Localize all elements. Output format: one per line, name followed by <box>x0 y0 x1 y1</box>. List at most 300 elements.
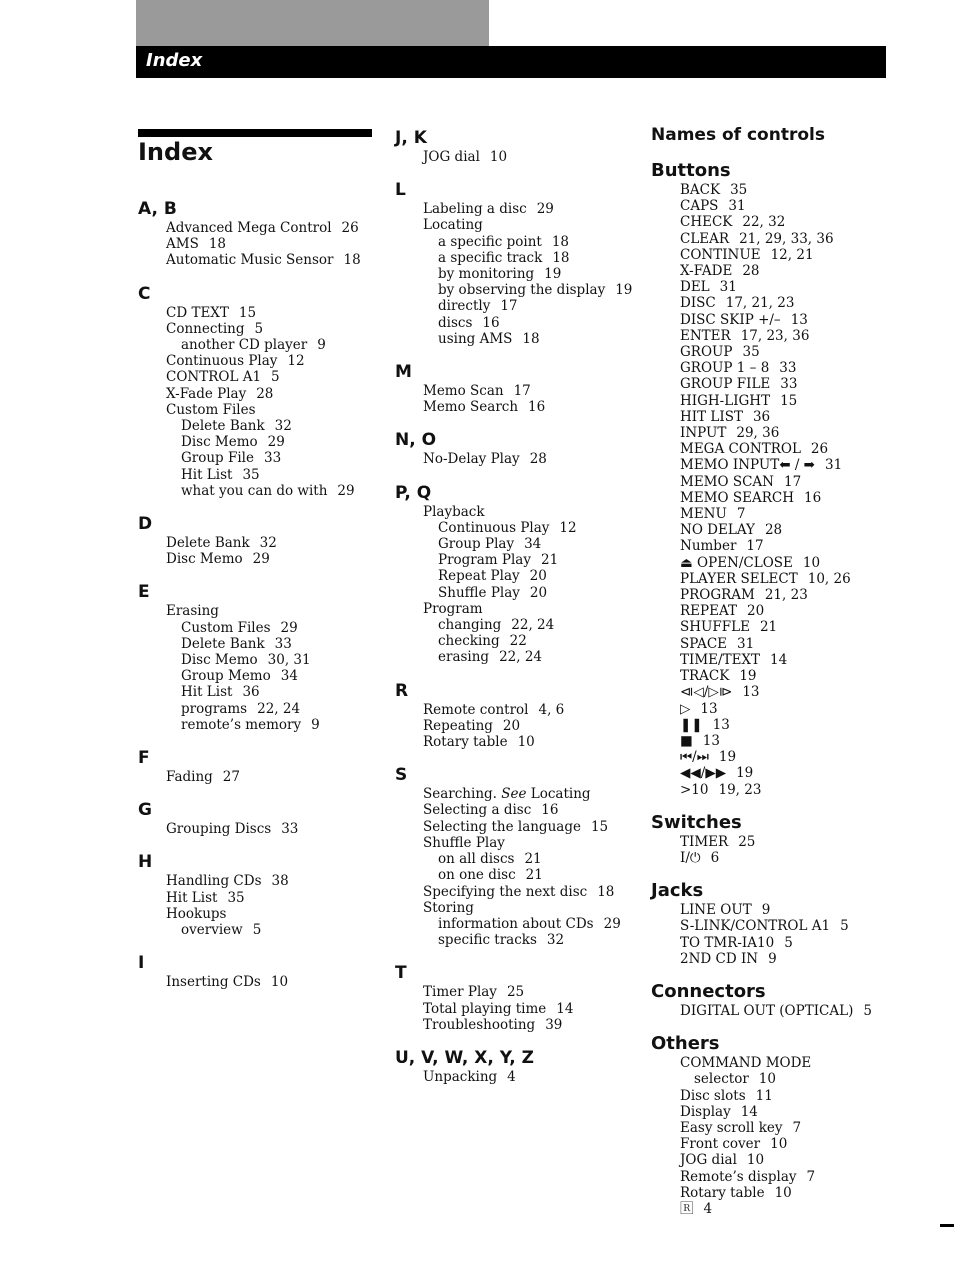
index-entry <box>651 1071 891 1087</box>
index-entry <box>395 718 635 734</box>
index-entry <box>395 568 635 584</box>
entry-term: Continuous Play <box>438 519 550 536</box>
section-heading: Switches <box>651 811 742 833</box>
entry-page: 18 <box>597 883 615 900</box>
entry-term: Erasing <box>166 603 219 620</box>
entry-page: 12 <box>559 519 577 536</box>
entry-page: 33 <box>274 635 292 652</box>
index-entry <box>138 220 378 236</box>
entry-page: 22 <box>509 633 527 650</box>
index-entry <box>138 668 378 684</box>
section-heading: E <box>138 582 150 603</box>
entry-term: Shuffle Play <box>423 834 505 851</box>
entry-page: 29 <box>252 551 270 568</box>
entry-page: 13 <box>700 700 718 717</box>
section-heading: J, K <box>395 128 427 148</box>
index-entry <box>651 918 891 934</box>
entry-term: Fading <box>166 769 213 786</box>
section-heading: Buttons <box>651 160 731 181</box>
entry-page: 19 <box>739 668 757 685</box>
index-entry <box>651 393 891 409</box>
index-entry <box>138 386 378 402</box>
entry-page: 20 <box>529 584 548 601</box>
entry-page: 34 <box>280 668 298 685</box>
entry-term: GROUP FILE <box>680 376 771 393</box>
index-entry <box>651 425 891 441</box>
index-entry <box>651 376 891 392</box>
index-entry <box>651 198 891 214</box>
index-entry <box>138 551 378 567</box>
entry-term: information about CDs <box>438 915 594 932</box>
index-entry <box>395 201 635 217</box>
entry-page: 6 <box>710 849 720 866</box>
entry-page: 16 <box>541 802 559 819</box>
page-title: Index <box>138 138 213 166</box>
entry-page: 10 <box>270 974 289 991</box>
entry-term: Memo Search <box>423 399 519 416</box>
entry-page: 28 <box>529 451 547 468</box>
index-entry <box>395 900 635 916</box>
index-entry <box>395 217 635 233</box>
entry-page: 22, 32 <box>742 214 786 231</box>
entry-page: 13 <box>790 311 808 328</box>
entry-term: GROUP 1 – 8 <box>680 360 770 377</box>
entry-term: Number <box>680 538 737 555</box>
index-entry <box>395 617 635 633</box>
entry-page: 33 <box>779 360 797 377</box>
entry-page: 19 <box>718 749 737 766</box>
entry-page: 28 <box>764 522 783 539</box>
entry-page: 25 <box>506 984 525 1001</box>
index-entry <box>651 409 891 425</box>
entry-term: Remote’s display <box>680 1168 797 1185</box>
index-entry <box>651 668 891 684</box>
entry-page: 33 <box>281 821 299 838</box>
entry-term: CLEAR <box>680 230 730 247</box>
entry-page: 22, 24 <box>499 649 543 666</box>
entry-term: remote’s memory <box>181 716 302 733</box>
index-section <box>138 952 378 990</box>
entry-page: 13 <box>702 732 720 749</box>
index-entry <box>651 1169 891 1185</box>
entry-page: 31 <box>719 279 737 296</box>
index-section <box>395 429 635 467</box>
entry-page: 27 <box>222 769 240 786</box>
index-entry <box>138 369 378 385</box>
entry-term: Troubleshooting <box>423 1016 536 1033</box>
entry-term: discs <box>438 314 473 331</box>
entry-term: JOG dial <box>680 1152 737 1169</box>
entry-page: 14 <box>740 1103 758 1120</box>
section-heading: T <box>395 963 407 984</box>
entry-page: 10 <box>489 149 508 165</box>
entry-page: 10 <box>517 734 535 751</box>
entry-page: 5 <box>254 320 264 337</box>
entry-page: 20 <box>746 603 765 620</box>
index-entry <box>651 279 891 295</box>
entry-page: 5 <box>784 934 793 951</box>
index-entry <box>651 782 891 798</box>
index-entry <box>395 835 635 851</box>
entry-page: 22, 24 <box>511 617 555 634</box>
entry-term: Group Memo <box>181 668 271 685</box>
entry-term: programs <box>181 700 248 717</box>
entry-term: using AMS <box>438 330 513 347</box>
entry-page: 10 <box>770 1136 788 1153</box>
index-entry <box>651 522 891 538</box>
entry-term: Disc slots <box>680 1087 746 1104</box>
entry-term: CD TEXT <box>166 304 229 321</box>
entry-term: Delete Bank <box>166 535 250 552</box>
entry-page: 18 <box>343 252 361 269</box>
entry-page: 19 <box>544 266 562 283</box>
entry-see: See <box>501 786 527 803</box>
entry-term: TRACK <box>680 668 730 685</box>
entry-page: 14 <box>770 651 788 668</box>
index-section <box>395 361 635 415</box>
entry-term: NO DELAY <box>680 522 755 539</box>
entry-page: 5 <box>863 1002 872 1019</box>
entry-term: DISC SKIP +/– <box>680 311 781 328</box>
index-entry <box>138 603 378 619</box>
index-entry <box>138 337 378 353</box>
index-entry <box>651 701 891 717</box>
index-entry <box>395 1069 635 1085</box>
entry-page: 14 <box>556 1000 574 1017</box>
section-heading: F <box>138 748 150 769</box>
index-entry <box>395 633 635 649</box>
entry-page: 17, 23, 36 <box>740 327 810 344</box>
entry-term: MEMO SEARCH <box>680 489 794 506</box>
index-section <box>395 680 635 751</box>
entry-term: on all discs <box>438 851 515 868</box>
entry-page: 12 <box>287 353 305 370</box>
entry-term: ⏮/⏭ <box>680 749 709 766</box>
entry-term: CHECK <box>680 214 733 231</box>
entry-page: 20 <box>529 568 547 585</box>
section-heading: Jacks <box>651 880 704 902</box>
entry-page: 20 <box>502 717 521 734</box>
entry-term: Selecting a disc <box>423 802 532 819</box>
entry-page: 17 <box>513 383 531 400</box>
entry-page: 7 <box>792 1119 802 1136</box>
index-entry <box>651 684 891 700</box>
entry-page: 21 <box>759 619 778 636</box>
entry-term: Playback <box>423 503 485 520</box>
index-entry <box>651 1055 891 1071</box>
index-entry <box>138 620 378 636</box>
section-heading: L <box>395 180 406 201</box>
entry-term: AMS <box>166 236 199 253</box>
index-entry <box>395 451 635 467</box>
entry-term: Total playing time <box>423 1000 547 1017</box>
entry-page: 16 <box>482 314 500 331</box>
section-heading: N, O <box>395 430 437 451</box>
index-entry <box>651 1152 891 1168</box>
index-entry <box>651 555 891 571</box>
entry-term: MEGA CONTROL <box>680 441 801 458</box>
entry-term: Hit List <box>181 684 233 701</box>
entry-term: Advanced Mega Control <box>166 220 332 236</box>
entry-term: Group File <box>181 450 254 467</box>
entry-page: 17 <box>746 538 764 555</box>
entry-term: Front cover <box>680 1136 761 1153</box>
index-entry <box>138 890 378 906</box>
entry-page: 39 <box>545 1016 563 1033</box>
index-section <box>395 127 635 165</box>
entry-term: HIT LIST <box>680 408 743 425</box>
index-entry <box>138 906 378 922</box>
entry-term: JOG dial <box>423 149 480 165</box>
entry-page: 4 <box>703 1200 713 1217</box>
entry-page: 34 <box>524 536 542 553</box>
index-entry <box>651 571 891 587</box>
entry-page: 10 <box>802 554 821 571</box>
index-section <box>395 764 635 948</box>
entry-page: 5 <box>840 918 849 935</box>
entry-term: COMMAND MODE <box>680 1055 812 1072</box>
entry-term: changing <box>438 617 502 634</box>
index-entry <box>395 585 635 601</box>
index-entry <box>138 236 378 252</box>
entry-page: 32 <box>274 418 292 435</box>
index-section <box>395 482 635 666</box>
index-entry <box>138 467 378 483</box>
index-column-1 <box>138 198 378 1005</box>
index-section <box>138 747 378 785</box>
entry-term: Hit List <box>166 889 218 906</box>
entry-page: 19, 23 <box>718 781 762 798</box>
entry-term: Disc Memo <box>166 551 243 568</box>
index-entry <box>395 819 635 835</box>
index-section <box>395 1047 635 1085</box>
index-section <box>395 962 635 1033</box>
index-entry <box>651 603 891 619</box>
entry-see-target: Locating <box>530 786 591 803</box>
index-entry <box>395 504 635 520</box>
entry-page: 29 <box>267 434 285 451</box>
index-entry <box>651 457 891 473</box>
index-entry <box>395 1001 635 1017</box>
entry-page: 10 <box>774 1184 792 1201</box>
entry-page: 13 <box>712 716 730 733</box>
entry-term: DISC <box>680 295 716 312</box>
index-entry <box>395 802 635 818</box>
entry-term: REPEAT <box>680 603 737 620</box>
entry-term: Searching. <box>423 786 497 803</box>
entry-page: 26 <box>810 441 829 458</box>
index-entry <box>651 506 891 522</box>
index-entry <box>651 935 891 951</box>
index-entry <box>395 867 635 883</box>
index-entry <box>395 1017 635 1033</box>
entry-term: a specific point <box>438 233 542 250</box>
entry-term: Labeling a disc <box>423 201 527 218</box>
entry-term: PROGRAM <box>680 587 755 604</box>
index-entry <box>651 1136 891 1152</box>
entry-term: overview <box>181 922 243 939</box>
entry-term: TIME/TEXT <box>680 651 761 668</box>
entry-term: ENTER <box>680 327 731 344</box>
index-section <box>651 1033 891 1217</box>
index-section <box>138 851 378 938</box>
entry-term: on one disc <box>438 867 516 884</box>
entry-page: 11 <box>755 1087 773 1104</box>
index-entry <box>651 749 891 765</box>
entry-term: Program Play <box>438 552 531 569</box>
index-section <box>651 160 891 798</box>
index-section <box>138 581 378 733</box>
entry-term: Delete Bank <box>181 418 265 435</box>
entry-page: 19 <box>615 282 633 299</box>
index-entry <box>138 305 378 321</box>
index-entry <box>651 182 891 198</box>
index-section <box>651 812 891 866</box>
section-heading: D <box>138 514 153 535</box>
entry-term: 🅁 <box>680 1200 694 1217</box>
index-entry <box>138 434 378 450</box>
index-entry <box>395 383 635 399</box>
entry-term: Disc Memo <box>181 652 258 669</box>
section-heading: C <box>138 283 151 304</box>
entry-page: 25 <box>738 833 756 850</box>
index-entry <box>138 922 378 938</box>
controls-column <box>651 124 891 1231</box>
index-entry <box>651 538 891 554</box>
entry-page: 32 <box>546 932 565 949</box>
entry-term: Locating <box>423 217 483 234</box>
section-heading: U, V, W, X, Y, Z <box>395 1047 534 1068</box>
entry-term: Rotary table <box>423 734 508 751</box>
entry-term: ⏏ OPEN/CLOSE <box>680 554 793 571</box>
entry-page: 9 <box>768 950 777 967</box>
index-entry <box>651 765 891 781</box>
entry-page: 19 <box>736 765 754 782</box>
index-entry <box>395 786 635 802</box>
index-entry <box>138 684 378 700</box>
section-heading: H <box>138 852 153 873</box>
entry-page: 5 <box>252 922 262 939</box>
entry-page: 18 <box>551 233 570 250</box>
header-gray-tab <box>136 0 489 46</box>
entry-term: Inserting CDs <box>166 974 261 991</box>
entry-page: 31 <box>728 198 746 215</box>
index-entry <box>651 636 891 652</box>
section-heading: M <box>395 362 412 383</box>
entry-term: I/⏻ <box>680 849 701 866</box>
entry-page: 10 <box>746 1152 765 1169</box>
entry-page: 16 <box>803 489 822 506</box>
index-entry <box>138 717 378 733</box>
index-entry <box>395 552 635 568</box>
index-entry <box>395 884 635 900</box>
entry-page: 15 <box>780 392 798 409</box>
index-entry <box>651 902 891 918</box>
index-entry <box>138 535 378 551</box>
index-entry <box>651 951 891 967</box>
entry-page: 16 <box>528 399 546 416</box>
index-entry <box>138 873 378 889</box>
entry-term: CAPS <box>680 198 719 215</box>
entry-term: Connecting <box>166 320 245 337</box>
index-section <box>395 179 635 347</box>
index-entry <box>651 1201 891 1217</box>
entry-page: 35 <box>730 182 748 198</box>
index-entry <box>138 769 378 785</box>
entry-page: 15 <box>238 304 257 321</box>
entry-term: X-Fade Play <box>166 385 247 402</box>
entry-page: 7 <box>736 506 746 523</box>
entry-page: 26 <box>341 220 359 236</box>
index-section <box>138 513 378 567</box>
index-entry <box>138 652 378 668</box>
index-entry <box>395 601 635 617</box>
entry-page: 29, 36 <box>736 425 780 442</box>
entry-term: TO TMR-IA10 <box>680 934 775 951</box>
entry-term: ❚❚ <box>680 716 703 733</box>
index-entry <box>651 474 891 490</box>
entry-page: 30, 31 <box>267 652 311 669</box>
entry-term: by monitoring <box>438 266 535 283</box>
index-entry <box>651 231 891 247</box>
entry-page: 36 <box>752 408 771 425</box>
index-section <box>138 198 378 269</box>
index-entry <box>651 263 891 279</box>
entry-term: ⧏◁/▷⧐ <box>680 684 733 701</box>
entry-term: MEMO SCAN <box>680 473 774 490</box>
entry-term: BACK <box>680 182 721 198</box>
entry-page: 21 <box>540 552 559 569</box>
entry-page: 10, 26 <box>807 570 851 587</box>
index-entry <box>651 652 891 668</box>
index-entry <box>395 520 635 536</box>
names-of-controls-heading: Names of controls <box>651 125 825 145</box>
entry-term: CONTROL A1 <box>166 369 262 386</box>
index-entry <box>138 402 378 418</box>
entry-term: GROUP <box>680 344 733 361</box>
entry-term: what you can do with <box>181 482 328 499</box>
entry-term: Repeat Play <box>438 568 520 585</box>
index-entry <box>395 234 635 250</box>
entry-term: Easy scroll key <box>680 1119 783 1136</box>
entry-term: Memo Scan <box>423 383 504 400</box>
index-entry <box>651 295 891 311</box>
header-label: Index <box>146 50 203 71</box>
index-entry <box>138 252 378 268</box>
entry-term: SHUFFLE <box>680 619 750 636</box>
entry-term: Selecting the language <box>423 818 581 835</box>
entry-term: Specifying the next disc <box>423 883 588 900</box>
index-section <box>651 981 891 1019</box>
index-entry <box>395 702 635 718</box>
index-entry <box>651 441 891 457</box>
entry-page: 29 <box>536 201 554 218</box>
entry-term: MEMO INPUT⬅ / ➡ <box>680 457 815 474</box>
entry-term: PLAYER SELECT <box>680 570 798 587</box>
index-entry <box>651 587 891 603</box>
entry-page: 31 <box>825 457 843 474</box>
entry-page: 21, 23 <box>764 587 808 604</box>
entry-page: 4, 6 <box>538 701 565 718</box>
edge-mark <box>940 1224 954 1227</box>
entry-term: DEL <box>680 279 710 296</box>
section-heading: P, Q <box>395 482 432 503</box>
index-entry <box>395 851 635 867</box>
entry-term: ◀◀/▶▶ <box>680 765 727 782</box>
entry-page: 29 <box>337 482 355 499</box>
entry-page: 18 <box>208 236 227 253</box>
section-heading: Connectors <box>651 980 766 1002</box>
